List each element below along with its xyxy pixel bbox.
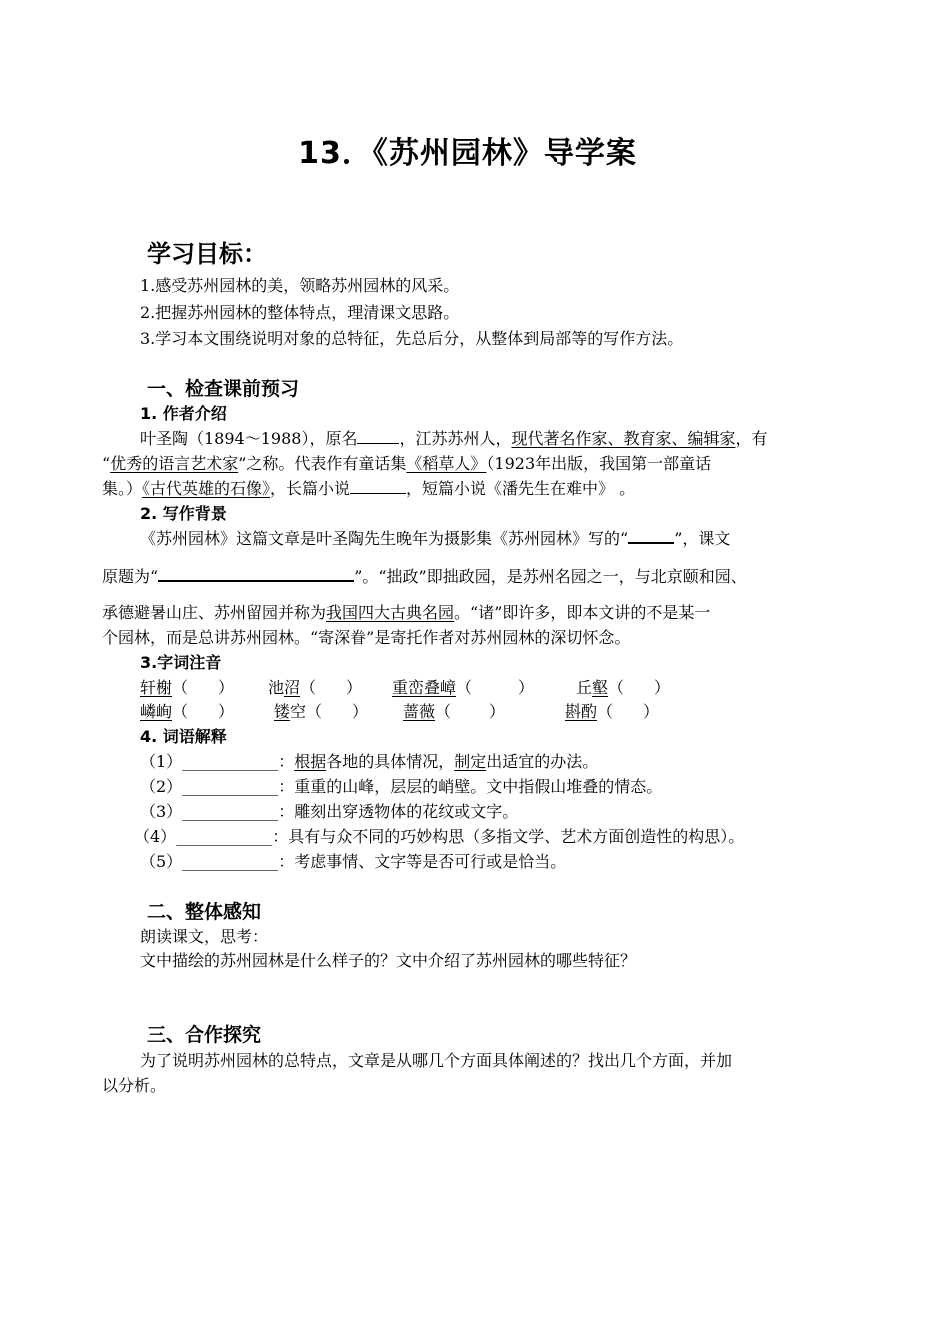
fill-blank[interactable]: ____________ [176, 827, 273, 846]
author-line-1: 叶圣陶（1894～1988），原名 ，江苏苏州人，现代著名作家、教育家、编辑家，有 [140, 429, 768, 448]
pinyin-item: 镂空（ ） [274, 702, 369, 721]
vocab-item: （5）____________：考虑事情、文字等是否可行或是恰当。 [140, 852, 567, 871]
background-line-4: 个园林，而是总讲苏州园林。“寄深眷”是寄托作者对苏州园林的深切怀念。 [102, 628, 631, 647]
fill-blank[interactable]: ____________ [182, 852, 279, 871]
objective-item: 2.把握苏州园林的整体特点，理清课文思路。 [140, 303, 460, 322]
fill-blank[interactable] [158, 566, 354, 582]
background-line-2: 原题为“ ”。“拙政”即拙政园，是苏州名园之一，与北京颐和园、 [102, 567, 747, 586]
section3-question: 为了说明苏州园林的总特点，文章是从哪几个方面具体阐述的？找出几个方面，并加 [140, 1051, 733, 1070]
objective-item: 3.学习本文围绕说明对象的总特征，先总后分，从整体到局部等的写作方法。 [140, 329, 684, 348]
fill-blank[interactable] [357, 429, 399, 444]
section3-heading: 三、合作探究 [147, 1024, 262, 1046]
section2-heading: 二、整体感知 [147, 901, 262, 923]
fill-blank[interactable] [350, 479, 406, 494]
vocab-item: （3）____________：雕刻出穿透物体的花纹或文字。 [140, 802, 519, 821]
fill-blank[interactable]: ____________ [182, 777, 279, 796]
fill-blank[interactable] [628, 528, 674, 544]
pinyin-item: 重峦叠嶂（ ） [392, 678, 535, 697]
section2-question: 文中描绘的苏州园林是什么样子的？文中介绍了苏州园林的哪些特征？ [140, 951, 637, 970]
fill-blank[interactable]: ____________ [182, 802, 279, 821]
section1-heading: 一、检查课前预习 [147, 378, 300, 400]
pinyin-item: 蔷薇（ ） [403, 702, 506, 721]
section3-question-cont: 以分析。 [102, 1076, 167, 1095]
pinyin-heading: 3.字词注音 [140, 653, 222, 672]
pinyin-item: 嶙峋（ ） [140, 702, 235, 721]
author-heading: 1. 作者介绍 [140, 404, 227, 423]
page-title: 13．《苏州园林》导学案 [298, 136, 637, 171]
fill-blank[interactable]: ____________ [182, 752, 279, 771]
background-line-3: 承德避暑山庄、苏州留园并称为我国四大古典名园。“诸”即许多，即本文讲的不是某一 [102, 603, 711, 622]
objectives-heading: 学习目标： [147, 240, 267, 268]
vocab-heading: 4. 词语解释 [140, 727, 227, 746]
author-line-3: 集。）《古代英雄的石像》，长篇小说 ，短篇小说《潘先生在难中》 。 [102, 479, 636, 498]
pinyin-item: 池沼（ ） [268, 678, 363, 697]
pinyin-item: 丘壑（ ） [576, 678, 671, 697]
background-heading: 2. 写作背景 [140, 504, 227, 523]
pinyin-item: 斟酌（ ） [565, 702, 660, 721]
section2-line: 朗读课文，思考： [140, 927, 269, 946]
objective-item: 1.感受苏州园林的美，领略苏州园林的风采。 [140, 276, 460, 295]
author-line-2: “优秀的语言艺术家”之称。代表作有童话集《稻草人》（1923年出版，我国第一部童话 [102, 454, 712, 473]
pinyin-item: 轩榭（ ） [140, 678, 235, 697]
vocab-item: （4）____________：具有与众不同的巧妙构思（多指文学、艺术方面创造性的构思）。 [134, 827, 745, 846]
vocab-item: （1）____________：根据各地的具体情况，制定出适宜的办法。 [140, 752, 599, 771]
background-line-1: 《苏州园林》这篇文章是叶圣陶先生晚年为摄影集《苏州园林》写的“ ”，课文 [140, 529, 731, 548]
vocab-item: （2）____________：重重的山峰，层层的峭壁。文中指假山堆叠的情态。 [140, 777, 663, 796]
